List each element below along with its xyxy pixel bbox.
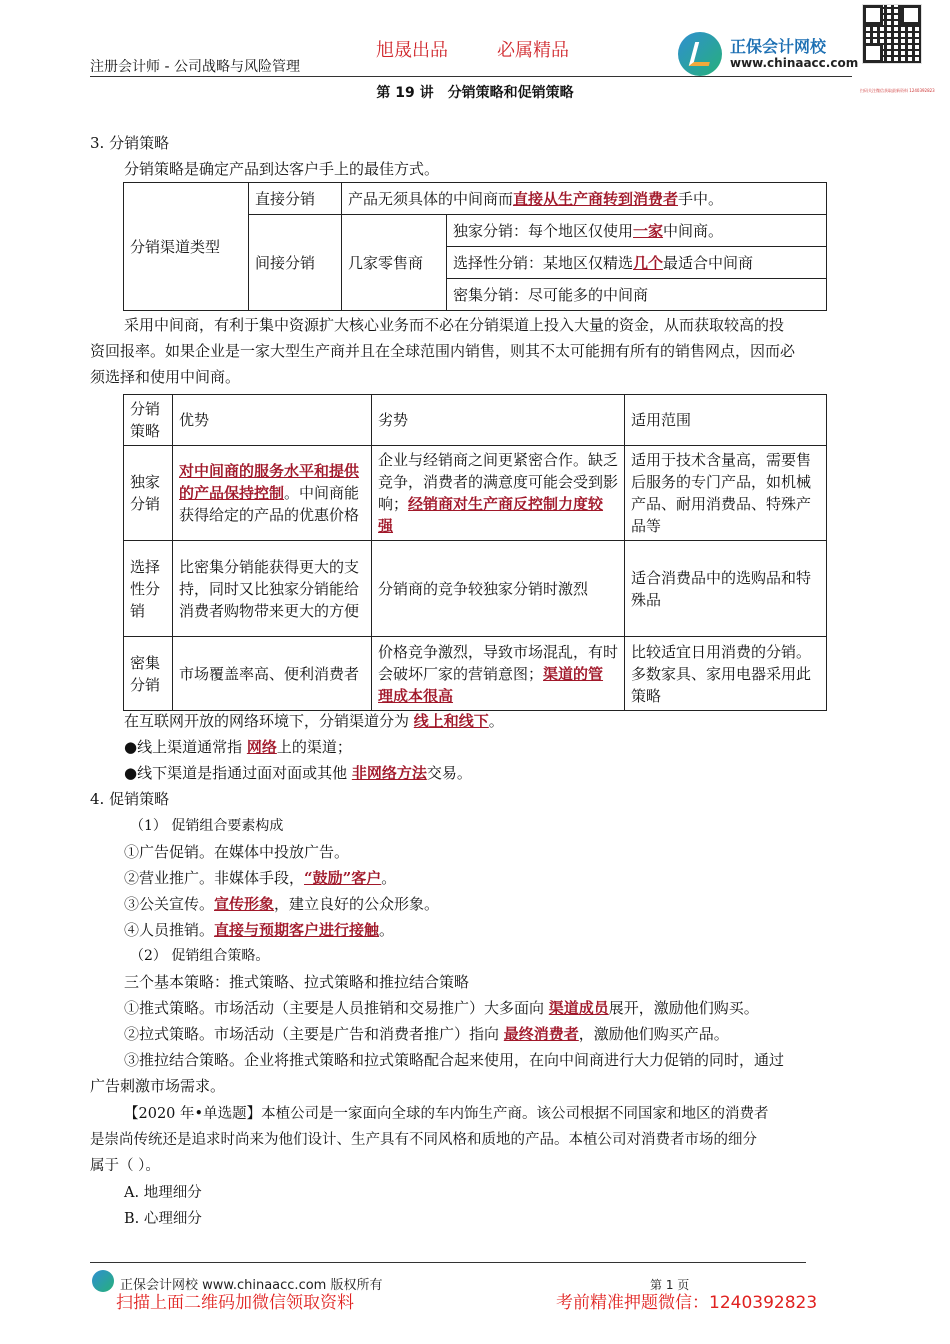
header-disadvantage: 劣势 (372, 395, 625, 446)
option-a[interactable]: A. 地理细分 (124, 1185, 202, 1201)
footer-promo-left: 扫描上面二维码加微信领取资料 (116, 1293, 354, 1313)
row-intensive-adv: 市场覆盖率高、便利消费者 (173, 637, 372, 711)
row-exclusive-adv: 对中间商的服务水平和提供的产品保持控制。中间商能获得给定的产品的优惠价格 (173, 446, 372, 541)
row-exclusive-scope: 适用于技术含量高，需要售后服务的专门产品，如机械产品、耐用消费品、特殊产品等 (625, 446, 827, 541)
footer-promo-right: 考前精准押题微信：1240392823 (556, 1293, 818, 1313)
logo-name: 正保会计网校 (730, 37, 827, 56)
online-intro: 在互联网开放的网络环境下，分销渠道分为 线上和线下。 (124, 712, 504, 730)
chinaacc-logo[interactable] (678, 32, 858, 74)
header-strategy: 分销策略 (124, 395, 173, 446)
para1-line3: 须选择和使用中间商。 (90, 368, 241, 386)
offline-channel: ●线下渠道是指通过面对面或其他 非网络方法交易。 (124, 764, 472, 782)
row-exclusive-name: 独家分销 (124, 446, 173, 541)
mix-strategy-line2: 广告刺激市场需求。 (90, 1077, 226, 1095)
three-strategies: 三个基本策略：推式策略、拉式策略和推拉结合策略 (124, 973, 470, 991)
section4-heading: 4. 促销策略 (90, 790, 170, 808)
slogan-2: 必属精品 (497, 40, 569, 61)
section4-sub2: （2） 促销组合策略。 (130, 948, 270, 964)
section4-sub1: （1） 促销组合要素构成 (130, 818, 284, 834)
row-selective-scope: 适合消费品中的选购品和特殊品 (625, 541, 827, 637)
row-intensive-scope: 比较适宜日用消费的分销。多数家具、家用电器采用此策略 (625, 637, 827, 711)
header-divider (90, 76, 852, 77)
logo-icon (678, 32, 722, 76)
row-selective-dis: 分销商的竞争较独家分销时激烈 (372, 541, 625, 637)
logo-url: www.chinaacc.com (730, 56, 859, 70)
exclusive-desc: 独家分销：每个地区仅使用一家中间商。 (447, 215, 827, 247)
question-line2: 是崇尚传统还是追求时尚来为他们设计、生产具有不同风格和质地的产品。本植公司对消费者市场的细分 (90, 1132, 757, 1148)
direct-desc: 产品无须具体的中间商而直接从生产商转到消费者手中。 (342, 183, 827, 215)
online-channel: ●线上渠道通常指 网络上的渠道； (124, 738, 352, 756)
indirect-label: 间接分销 (249, 215, 342, 311)
page-number: 第 1 页 (650, 1278, 690, 1292)
lecture-title: 第 19 讲 分销策略和促销策略 (376, 85, 574, 101)
row-intensive-dis: 价格竞争激烈，导致市场混乱，有时会破坏厂家的营销意图；渠道的管理成本很高 (372, 637, 625, 711)
row-selective-name: 选择性分销 (124, 541, 173, 637)
pull-strategy: ②拉式策略。市场活动（主要是广告和消费者推广）指向 最终消费者，激励他们购买产品。 (124, 1025, 729, 1043)
intensive-desc: 密集分销：尽可能多的中间商 (447, 279, 827, 311)
option-b[interactable]: B. 心理细分 (124, 1211, 202, 1227)
direct-label: 直接分销 (249, 183, 342, 215)
row-exclusive-dis: 企业与经销商之间更紧密合作。缺乏竞争，消费者的满意度可能会受到影响；经销商对生产商反控制力度较强 (372, 446, 625, 541)
footer-copyright: 正保会计网校 www.chinaacc.com 版权所有 (120, 1278, 383, 1293)
question-line1: 【2020 年•单选题】本植公司是一家面向全球的车内饰生产商。该公司根据不同国家和地区的消费者 (124, 1106, 769, 1122)
promo-item-pr: ③公关宣传。宣传形象，建立良好的公众形象。 (124, 895, 440, 913)
mix-strategy-line1: ③推拉结合策略。企业将推式策略和拉式策略配合起来使用，在向中间商进行大力促销的同时，通过 (124, 1051, 785, 1069)
retail-label: 几家零售商 (342, 215, 447, 311)
section3-heading: 3. 分销策略 (90, 134, 170, 152)
para1-line1: 采用中间商，有利于集中资源扩大核心业务而不必在分销渠道上投入大量的资金，从而获取较高的投 (124, 316, 785, 334)
push-strategy: ①推式策略。市场活动（主要是人员推销和交易推广）大多面向 渠道成员展开，激励他们购买。 (124, 999, 759, 1017)
promo-item-sales: ②营业推广。非媒体手段，“鼓励”客户。 (124, 869, 397, 887)
promo-item-ad: ①广告促销。在媒体中投放广告。 (124, 843, 350, 861)
strategy-table (123, 394, 827, 711)
footer-logo-icon (92, 1270, 114, 1292)
row-intensive-name: 密集分销 (124, 637, 173, 711)
channel-type-label: 分销渠道类型 (124, 183, 249, 311)
channel-table (123, 182, 827, 311)
slogan-1: 旭晟出品 (376, 40, 448, 61)
footer-divider (90, 1262, 806, 1263)
question-line3: 属于（ ）。 (90, 1158, 160, 1174)
section3-intro: 分销策略是确定产品到达客户手上的最佳方式。 (124, 160, 440, 178)
course-name: 注册会计师 - 公司战略与风险管理 (90, 59, 300, 75)
header-advantage: 优势 (173, 395, 372, 446)
promo-item-personal: ④人员推销。直接与预期客户进行接触。 (124, 921, 395, 939)
header-scope: 适用范围 (625, 395, 827, 446)
selective-desc: 选择性分销：某地区仅精选几个最适合中间商 (447, 247, 827, 279)
qr-code-icon (862, 4, 922, 64)
qr-note: 扫码关注微信获取最新资料 1240392823 (860, 88, 935, 93)
row-selective-adv: 比密集分销能获得更大的支持，同时又比独家分销能给消费者购物带来更大的方便 (173, 541, 372, 637)
para1-line2: 资回报率。如果企业是一家大型生产商并且在全球范围内销售，则其不太可能拥有所有的销售网点，因而必 (90, 342, 796, 360)
